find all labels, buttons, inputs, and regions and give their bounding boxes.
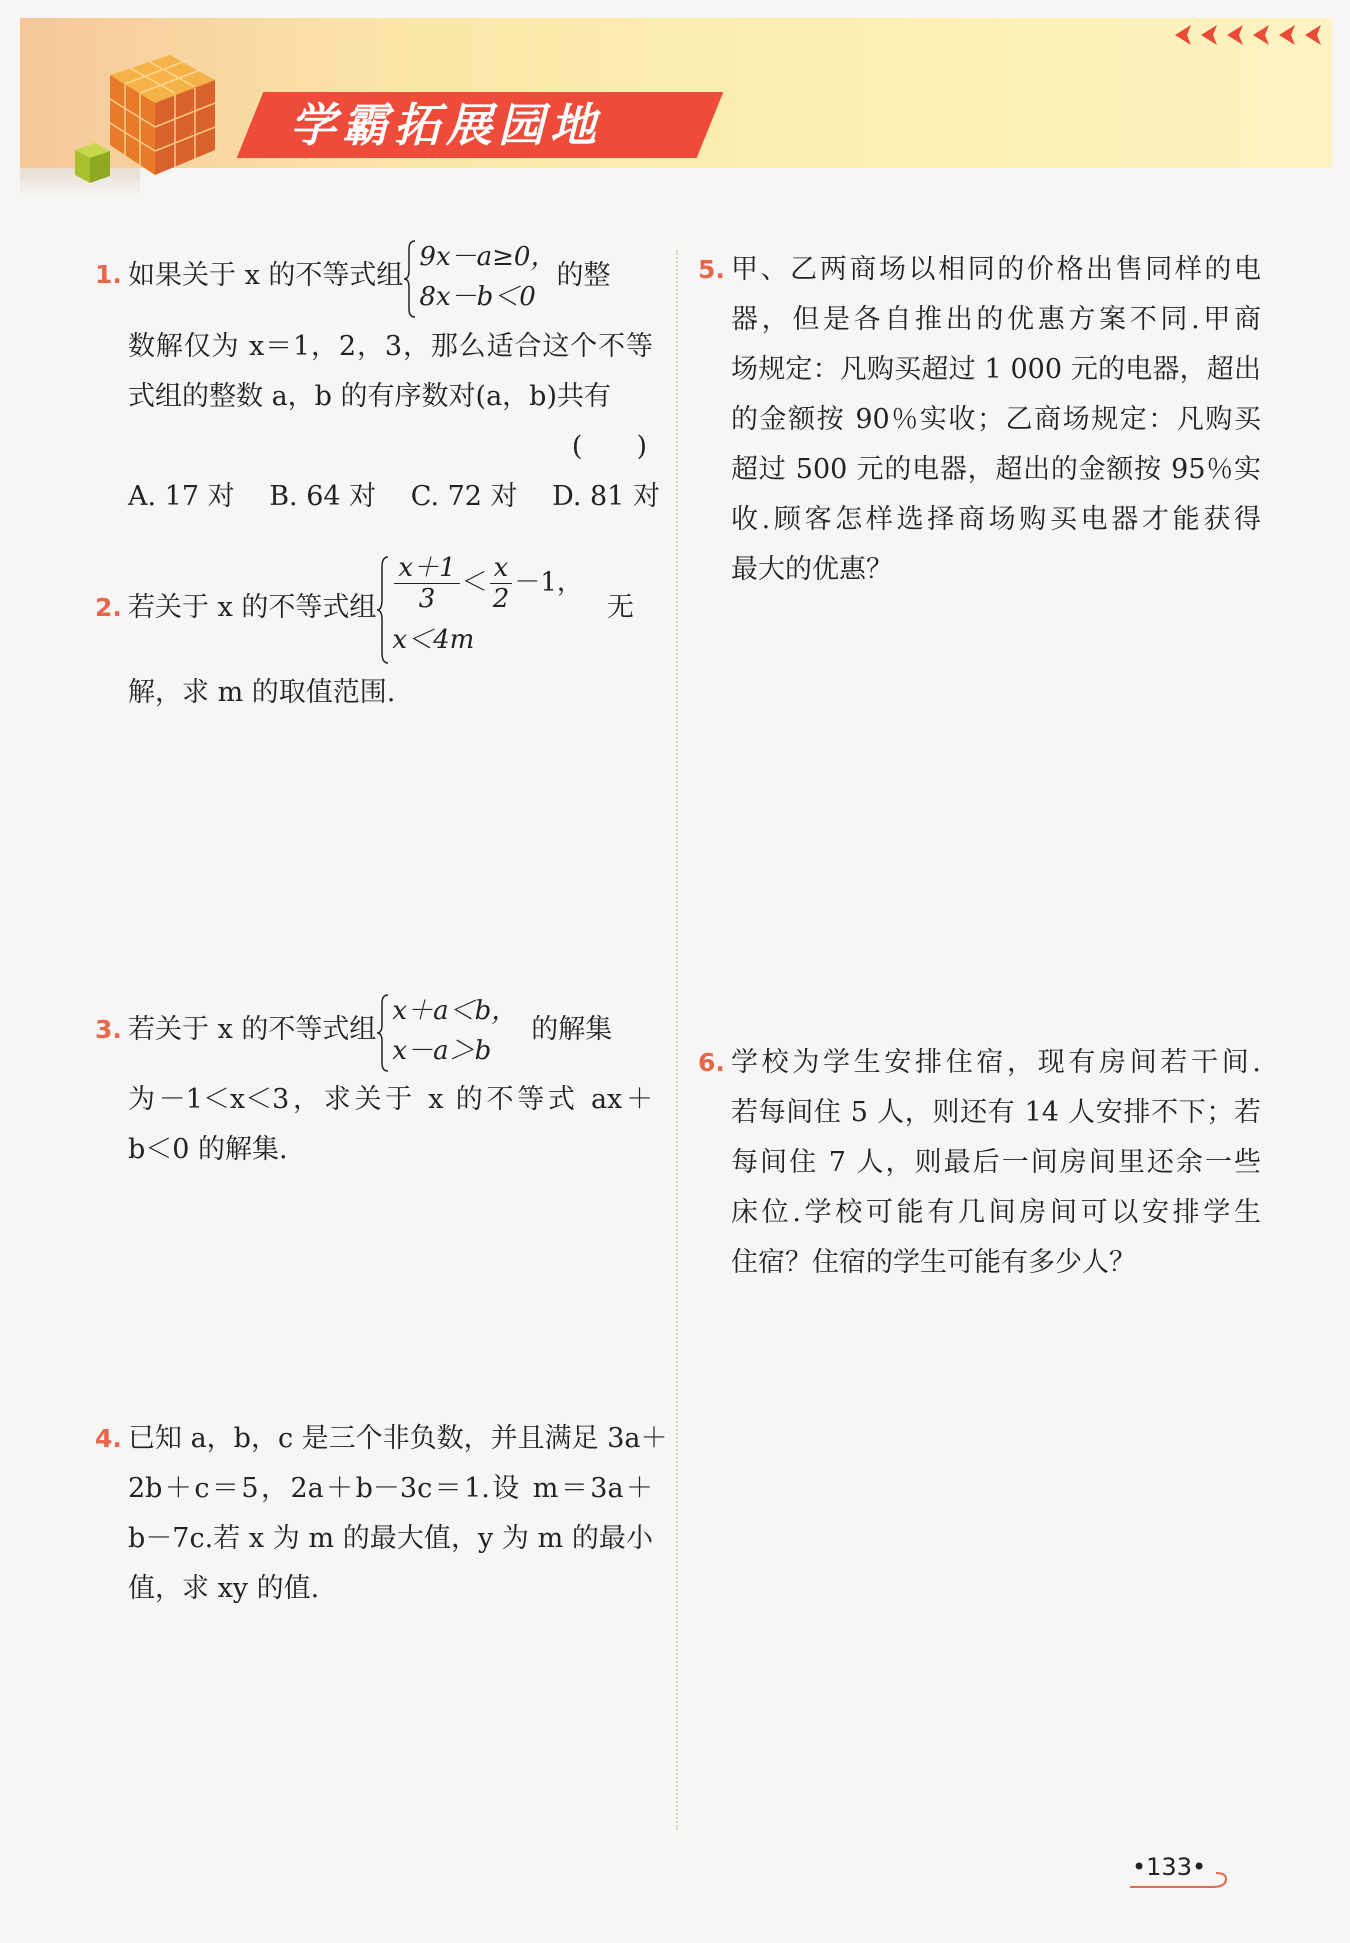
question-number: 1. [95, 260, 122, 289]
brace-icon [376, 555, 390, 665]
choice-b: B. 64 对 [269, 481, 377, 512]
question-text: 数解仅为 x＝1，2，3，那么适合这个不等 [128, 331, 653, 362]
question-text: 场规定：凡购买超过 1 000 元的电器，超出 [731, 354, 1261, 385]
page-title: 学霸拓展园地 [290, 98, 602, 152]
question-text: 为－1＜x＜3，求关于 x 的不等式 ax＋ [128, 1084, 653, 1115]
question-text: 器，但是各自推出的优惠方案不同.甲商 [731, 304, 1261, 335]
inequality-system [376, 553, 582, 665]
brace-icon [403, 239, 417, 319]
question-4 [95, 1414, 668, 1614]
system-row: x＜4m [392, 624, 475, 655]
fraction: $\frac{x}{2}$ [490, 553, 513, 614]
question-number: 2. [95, 593, 122, 622]
system-row: $\frac{x+1}{3}$ ＜ $\frac{x}{2}$ －1， [392, 553, 582, 615]
question-number: 3. [95, 1015, 122, 1044]
question-text: 床位.学校可能有几间房间可以安排学生 [731, 1197, 1261, 1228]
question-text: 的解集 [531, 1014, 613, 1045]
question-text: 最大的优惠？ [731, 554, 893, 585]
question-number: 6. [698, 1048, 725, 1077]
question-text: 的整 [556, 260, 611, 291]
inequality-system [376, 991, 517, 1071]
question-6 [698, 1038, 1261, 1288]
question-text: 解，求 m 的取值范围. [128, 677, 396, 708]
question-text: 超过 500 元的电器，超出的金额按 95％实 [731, 454, 1261, 485]
question-text: b＜0 的解集. [128, 1134, 288, 1165]
question-text: 值，求 xy 的值. [128, 1573, 320, 1604]
question-text: 式组的整数 a，b 的有序数对(a，b)共有 [128, 381, 611, 412]
question-text: b－7c.若 x 为 m 的最大值，y 为 m 的最小 [128, 1523, 653, 1554]
choice-d: D. 81 对 [552, 481, 660, 512]
question-text: 住宿？住宿的学生可能有多少人？ [731, 1247, 1136, 1278]
fraction: $\frac{x+1}{3}$ [394, 553, 459, 614]
question-number: 4. [95, 1424, 122, 1453]
question-text: 2b＋c＝5，2a＋b－3c＝1.设 m＝3a＋ [128, 1473, 653, 1504]
question-text: 收.顾客怎样选择商场购买电器才能获得 [731, 504, 1261, 535]
page-number: •133• [1132, 1853, 1207, 1881]
question-number: 5. [698, 255, 725, 284]
question-text: 已知 a，b，c 是三个非负数，并且满足 3a＋ [128, 1423, 668, 1454]
question-text: 如果关于 x 的不等式组 [128, 260, 404, 291]
question-text: 每间住 7 人，则最后一间房间里还余一些 [731, 1147, 1261, 1178]
page-number-group [1130, 1853, 1240, 1893]
question-1 [95, 241, 660, 522]
question-text: 甲、乙两商场以相同的价格出售同样的电 [731, 254, 1261, 285]
question-text: 若关于 x 的不等式组 [128, 1014, 377, 1045]
page-curl-icon [1130, 1853, 1240, 1893]
system-row: x＋a＜b， [392, 995, 518, 1026]
inequality-system [403, 237, 556, 317]
choices [128, 472, 660, 522]
choice-a: A. 17 对 [128, 481, 235, 512]
system-row: 9x－a≥0， [419, 241, 557, 272]
rubiks-cube-icon [70, 45, 220, 195]
system-row: x－a＞b [392, 1035, 492, 1066]
question-5 [698, 245, 1261, 595]
choice-c: C. 72 对 [410, 481, 518, 512]
question-text: 无 [606, 592, 634, 623]
question-text: 学校为学生安排住宿，现有房间若干间. [731, 1047, 1261, 1078]
system-row: 8x－b＜0 [419, 281, 536, 312]
brace-icon [376, 993, 390, 1073]
answer-parenthesis: ( ) [571, 431, 647, 462]
question-text: 的金额按 90％实收；乙商场规定：凡购买 [731, 404, 1261, 435]
question-text: 若每间住 5 人，则还有 14 人安排不下；若 [731, 1097, 1261, 1128]
question-2 [95, 548, 653, 718]
column-divider [676, 250, 678, 1830]
question-3 [95, 985, 653, 1175]
arrows-decoration-icon [1175, 22, 1325, 48]
question-text: 若关于 x 的不等式组 [128, 592, 377, 623]
